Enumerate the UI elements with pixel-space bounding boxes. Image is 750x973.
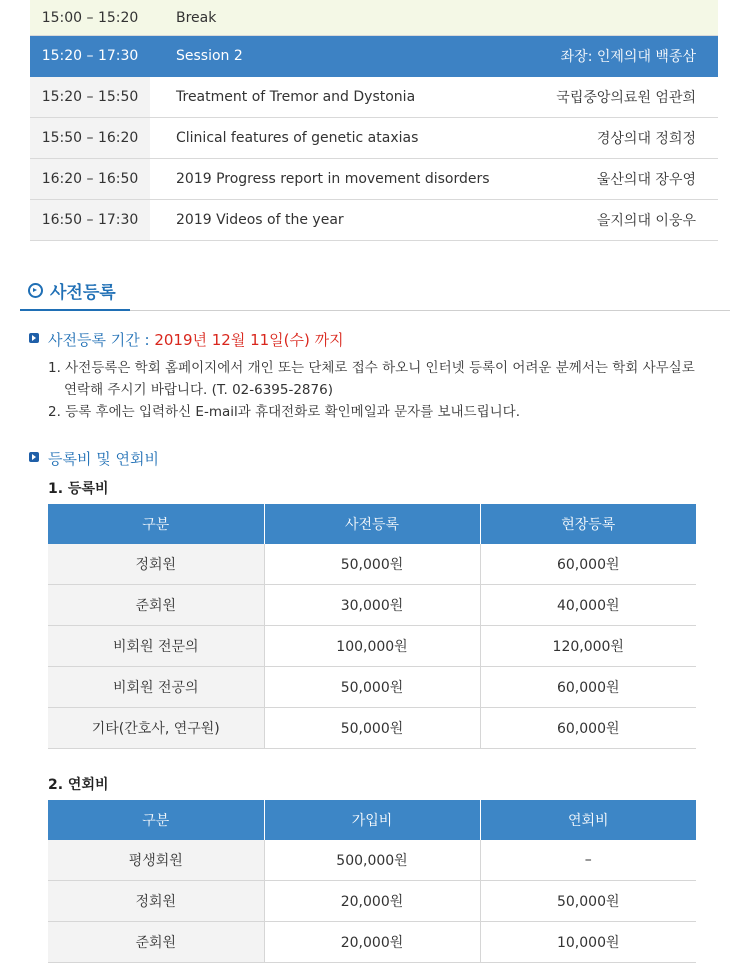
break-time: 15:00 – 15:20	[30, 0, 150, 36]
annual-fee-table	[48, 800, 696, 963]
talk-time: 16:20 – 16:50	[30, 159, 150, 200]
table-header-row	[48, 800, 696, 840]
fees-title: 등록비 및 연회비	[48, 450, 159, 468]
table-row	[48, 585, 696, 626]
table-cell: 100,000원	[264, 626, 480, 667]
talk-title: 2019 Videos of the year	[150, 200, 535, 241]
table-row	[48, 626, 696, 667]
table-row	[48, 840, 696, 881]
registration-notes	[48, 357, 698, 423]
table-cell: 정회원	[48, 544, 264, 585]
table-cell: 500,000원	[264, 840, 480, 881]
break-title: Break	[150, 0, 535, 36]
registration-section-header	[20, 275, 730, 311]
talk-time: 15:20 – 15:50	[30, 77, 150, 118]
talk-title: 2019 Progress report in movement disorders	[150, 159, 535, 200]
session-title: Session 2	[150, 36, 535, 77]
circle-arrow-icon	[28, 283, 43, 298]
table-cell: 기타(간호사, 연구원)	[48, 708, 264, 749]
talk-speaker: 울산의대 장우영	[535, 159, 718, 200]
table-row	[48, 544, 696, 585]
table-cell: 50,000원	[264, 667, 480, 708]
talk-speaker: 경상의대 정희정	[535, 118, 718, 159]
col-header: 가입비	[264, 800, 480, 840]
break-row	[30, 0, 718, 36]
talk-speaker: 국립중앙의료원 엄관희	[535, 77, 718, 118]
table-cell: 30,000원	[264, 585, 480, 626]
table-cell: 60,000원	[480, 708, 696, 749]
table-cell: 50,000원	[264, 708, 480, 749]
table-cell: 50,000원	[480, 881, 696, 922]
section-title: 사전등록	[50, 283, 116, 303]
bullet-arrow-icon	[29, 333, 39, 343]
col-header: 사전등록	[264, 504, 480, 544]
table-row	[48, 667, 696, 708]
talk-row	[30, 77, 718, 118]
table-row	[48, 922, 696, 963]
period-value: 2019년 12월 11일(수) 까지	[154, 331, 344, 349]
table-cell: 40,000원	[480, 585, 696, 626]
schedule-table	[30, 0, 718, 241]
talk-time: 15:50 – 16:20	[30, 118, 150, 159]
session-chair: 좌장: 인제의대 백종삼	[535, 36, 718, 77]
table-cell: 정회원	[48, 881, 264, 922]
session-time: 15:20 – 17:30	[30, 36, 150, 77]
table-cell: 120,000원	[480, 626, 696, 667]
table-cell: 준회원	[48, 922, 264, 963]
table-cell: 평생회원	[48, 840, 264, 881]
reg-fee-table	[48, 504, 696, 749]
col-header: 현장등록	[480, 504, 696, 544]
table-cell: 10,000원	[480, 922, 696, 963]
table-row	[48, 708, 696, 749]
table-header-row	[48, 504, 696, 544]
col-header: 구분	[48, 504, 264, 544]
table-cell: 20,000원	[264, 922, 480, 963]
talk-title: Clinical features of genetic ataxias	[150, 118, 535, 159]
col-header: 연회비	[480, 800, 696, 840]
period-label: 사전등록 기간 :	[48, 331, 155, 349]
talk-row	[30, 118, 718, 159]
talk-row	[30, 200, 718, 241]
table-cell: 60,000원	[480, 667, 696, 708]
note-item: 2. 등록 후에는 입력하신 E-mail과 휴대전화로 확인메일과 문자를 보내드립니다.	[48, 404, 521, 420]
table-cell: –	[480, 840, 696, 881]
table-cell: 비회원 전문의	[48, 626, 264, 667]
registration-tab[interactable]	[20, 275, 130, 311]
talk-time: 16:50 – 17:30	[30, 200, 150, 241]
table-cell: 20,000원	[264, 881, 480, 922]
note-item: 1. 사전등록은 학회 홈페이지에서 개인 또는 단체로 접수 하오니 인터넷 등록이 어려운 분께서는 학회 사무실로 연락해 주시기 바랍니다. (T. 02-6395-2876)	[48, 360, 695, 398]
registration-period	[48, 329, 344, 350]
table-cell: 60,000원	[480, 544, 696, 585]
session-row	[30, 36, 718, 77]
reg-fee-heading: 1. 등록비	[48, 481, 109, 497]
annual-fee-heading: 2. 연회비	[48, 777, 109, 793]
bullet-arrow-icon	[29, 452, 39, 462]
talk-row	[30, 159, 718, 200]
table-cell: 비회원 전공의	[48, 667, 264, 708]
talk-title: Treatment of Tremor and Dystonia	[150, 77, 535, 118]
table-cell: 준회원	[48, 585, 264, 626]
col-header: 구분	[48, 800, 264, 840]
talk-speaker: 을지의대 이웅우	[535, 200, 718, 241]
table-row	[48, 881, 696, 922]
table-cell: 50,000원	[264, 544, 480, 585]
